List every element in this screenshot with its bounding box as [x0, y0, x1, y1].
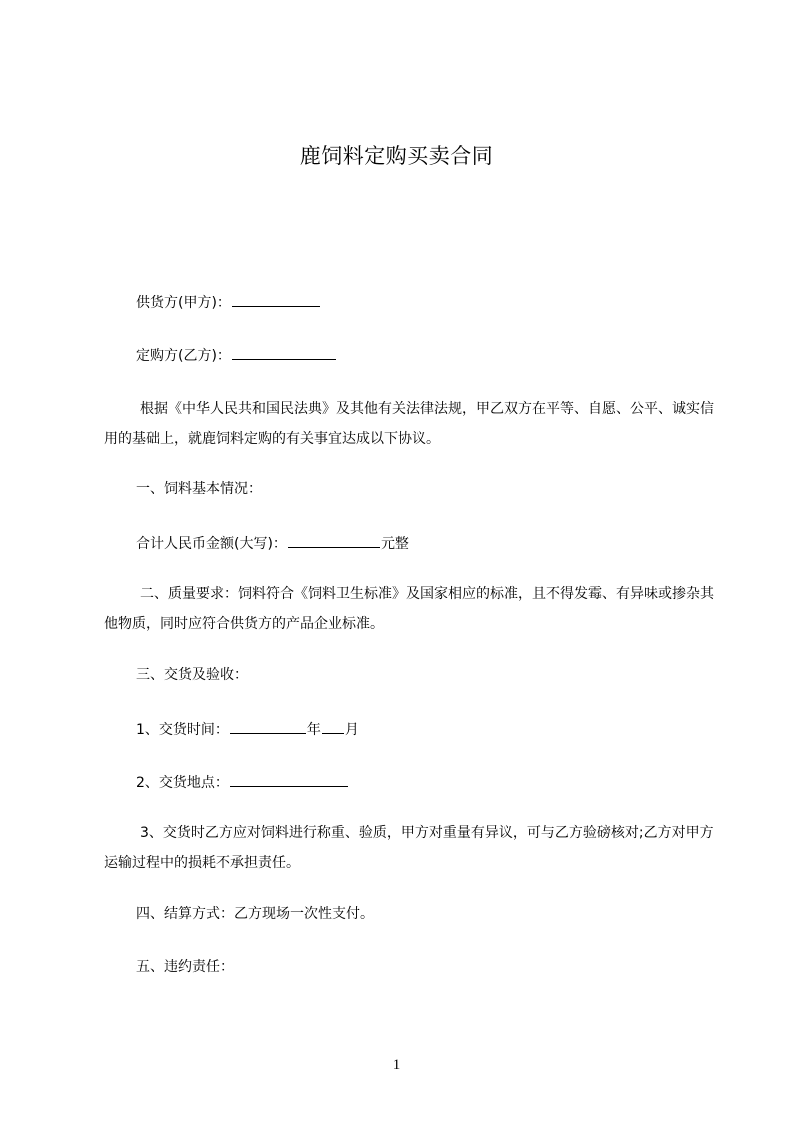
supplier-blank[interactable]: [232, 291, 320, 307]
delivery-time-year: 年: [306, 722, 321, 738]
section5-heading: 五、违约责任：: [136, 959, 234, 975]
delivery-place-label: 2、交货地点：: [136, 775, 229, 791]
delivery-time-label: 1、交货时间：: [136, 722, 229, 738]
clause3-text: 3、交货时乙方应对饲料进行称重、验质，甲方对重量有异议，可与乙方验磅核对;乙方对甲方运输过程中的损耗不承担责任。: [104, 825, 714, 871]
total-amount-line: [136, 532, 409, 554]
total-amount-blank[interactable]: [288, 532, 380, 548]
preamble-paragraph: [104, 394, 714, 454]
delivery-time-month: 月: [344, 722, 359, 738]
preamble-text: 根据《中华人民共和国民法典》及其他有关法律法规，甲乙双方在平等、自愿、公平、诚实信用的基础上，就鹿饲料定购的有关事宜达成以下协议。: [104, 401, 714, 447]
section2-paragraph: [104, 579, 714, 639]
section4-line: 四、结算方式：乙方现场一次性支付。: [136, 906, 374, 922]
total-amount-suffix: 元整: [380, 536, 409, 552]
delivery-month-blank[interactable]: [322, 718, 344, 734]
document-title: 鹿饲料定购买卖合同: [299, 144, 494, 168]
buyer-line: [136, 344, 337, 366]
buyer-blank[interactable]: [232, 344, 336, 360]
section3-heading: 三、交货及验收：: [136, 667, 248, 683]
section2-text: 二、质量要求：饲料符合《饲料卫生标准》及国家相应的标准，且不得发霉、有异味或掺杂其他物质，同时应符合供货方的产品企业标准。: [104, 586, 714, 632]
section1-heading: 一、饲料基本情况：: [136, 481, 262, 497]
supplier-line: [136, 291, 321, 313]
clause3-paragraph: [104, 818, 714, 878]
supplier-label: 供货方(甲方)：: [136, 295, 231, 311]
page-number: 1: [392, 1057, 401, 1073]
delivery-year-blank[interactable]: [230, 718, 306, 734]
delivery-place-blank[interactable]: [230, 771, 348, 787]
delivery-place-line: [136, 771, 349, 793]
total-amount-label: 合计人民币金额(大写)：: [136, 536, 287, 552]
buyer-label: 定购方(乙方)：: [136, 348, 231, 364]
delivery-time-line: [136, 718, 359, 740]
